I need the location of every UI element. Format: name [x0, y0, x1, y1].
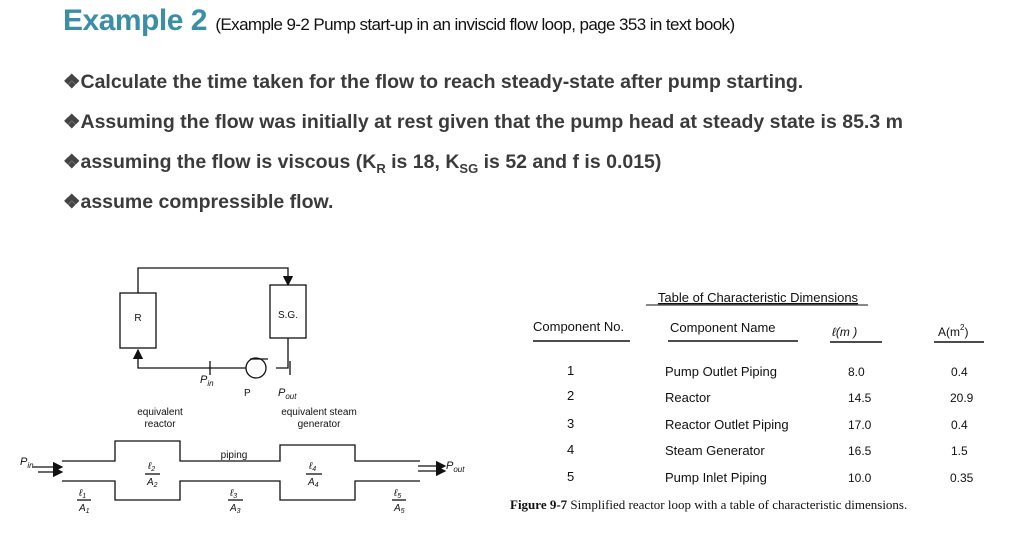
equivalent-sg-label: equivalent steam: [281, 407, 357, 418]
cell-length: 8.0: [848, 365, 865, 379]
cell-length: 10.0: [848, 471, 872, 485]
cell-name: Pump Inlet Piping: [665, 470, 767, 485]
table-row: [567, 442, 968, 458]
bullet-text: is 52 and f is 0.015): [478, 151, 662, 173]
l1-label: ℓ$_1$: [79, 488, 87, 500]
slide-title: [63, 4, 735, 38]
p-in-label: $P_{in}$: [200, 374, 214, 388]
table-row: [567, 416, 968, 432]
equivalent-reactor-label: reactor: [144, 419, 176, 430]
cell-length: 16.5: [848, 444, 872, 458]
a3-label: $A_3$: [230, 503, 241, 515]
cell-no: 1: [567, 363, 575, 378]
bullet-list: [63, 70, 903, 230]
bullet-item: [63, 190, 903, 230]
bullet-item: [63, 70, 903, 110]
inlet-pressure-label: $P_{in}$: [20, 456, 34, 470]
l2-label: ℓ$_2$: [148, 461, 156, 473]
bullet-text: assume compressible flow.: [80, 191, 334, 213]
piping-label: piping: [220, 450, 248, 461]
bullet-marker-icon: ❖: [63, 71, 81, 93]
header-component-no: Component No.: [533, 319, 625, 334]
cell-length: 17.0: [848, 418, 872, 432]
pump-icon: [246, 358, 266, 378]
bullet-marker-icon: ❖: [63, 151, 81, 173]
bullet-item: [63, 110, 903, 150]
l4-label: ℓ$_4$: [309, 461, 317, 473]
loop-schematic: [33, 268, 445, 500]
a1-label: $A_1$: [79, 503, 90, 515]
dimensions-table: [530, 285, 1000, 525]
table-rows: [567, 363, 974, 485]
header-rules: [533, 341, 984, 342]
p-out-label: $P_{out}$: [278, 387, 297, 401]
cell-name: Reactor: [665, 390, 711, 405]
header-length: ℓ(m ): [832, 325, 858, 339]
outlet-pressure-label: $P_{out}$: [446, 460, 465, 474]
cell-area: 0.4: [951, 365, 968, 379]
table-row: [567, 469, 974, 485]
figure-caption-text: Simplified reactor loop with a table of characteristic dimensions.: [570, 497, 908, 512]
header-area: $A(m^2)$: [938, 323, 969, 339]
bullet-text: assuming the flow is viscous (K: [80, 151, 377, 173]
a5-label: $A_5$: [394, 503, 405, 515]
a4-label: $A_4$: [308, 477, 319, 489]
cell-area: 0.35: [950, 471, 974, 485]
l5-label: ℓ$_5$: [394, 488, 402, 500]
table-title: Table of Characteristic Dimensions: [657, 290, 859, 305]
table-row: [567, 388, 974, 405]
figure-label: Figure 9-7: [510, 497, 568, 512]
cell-name: Steam Generator: [665, 443, 765, 458]
bullet-marker-icon: ❖: [63, 111, 81, 133]
cell-length: 14.5: [848, 391, 872, 405]
title-main: Example 2: [63, 4, 207, 37]
cell-name: Pump Outlet Piping: [665, 364, 778, 379]
figure-caption: [510, 497, 907, 513]
cell-no: 3: [567, 416, 575, 431]
cell-area: 20.9: [950, 391, 974, 405]
bullet-text: Calculate the time taken for the flow to reach steady-state after pump starting.: [80, 71, 804, 93]
cell-area: 0.4: [951, 418, 968, 432]
bullet-marker-icon: ❖: [63, 191, 81, 213]
sg-box-label: S.G.: [277, 310, 299, 321]
bullet-subscript: R: [376, 161, 386, 176]
reactor-box-label: R: [134, 313, 142, 324]
cell-name: Reactor Outlet Piping: [665, 417, 789, 432]
table-row: [567, 363, 968, 379]
reactor-loop-diagram: [0, 255, 510, 540]
bullet-item: [63, 150, 903, 190]
l3-label: ℓ$_3$: [230, 488, 238, 500]
header-component-name: Component Name: [670, 320, 776, 335]
bullet-text: is 18, K: [385, 151, 460, 173]
equivalent-reactor-label: equivalent: [137, 407, 183, 418]
cell-no: 2: [567, 388, 575, 403]
a2-label: $A_2$: [147, 477, 158, 489]
cell-area: 1.5: [951, 444, 968, 458]
bullet-text: Assuming the flow was initially at rest given that the pump head at steady state is 85.3 m: [80, 111, 903, 133]
cell-no: 5: [567, 469, 575, 484]
title-subtitle: (Example 9-2 Pump start-up in an inviscid flow loop, page 353 in text book): [215, 15, 735, 34]
bullet-subscript: SG: [459, 161, 479, 176]
equivalent-sg-label: generator: [297, 419, 341, 430]
pump-label: P: [244, 388, 251, 399]
cell-no: 4: [567, 442, 575, 457]
